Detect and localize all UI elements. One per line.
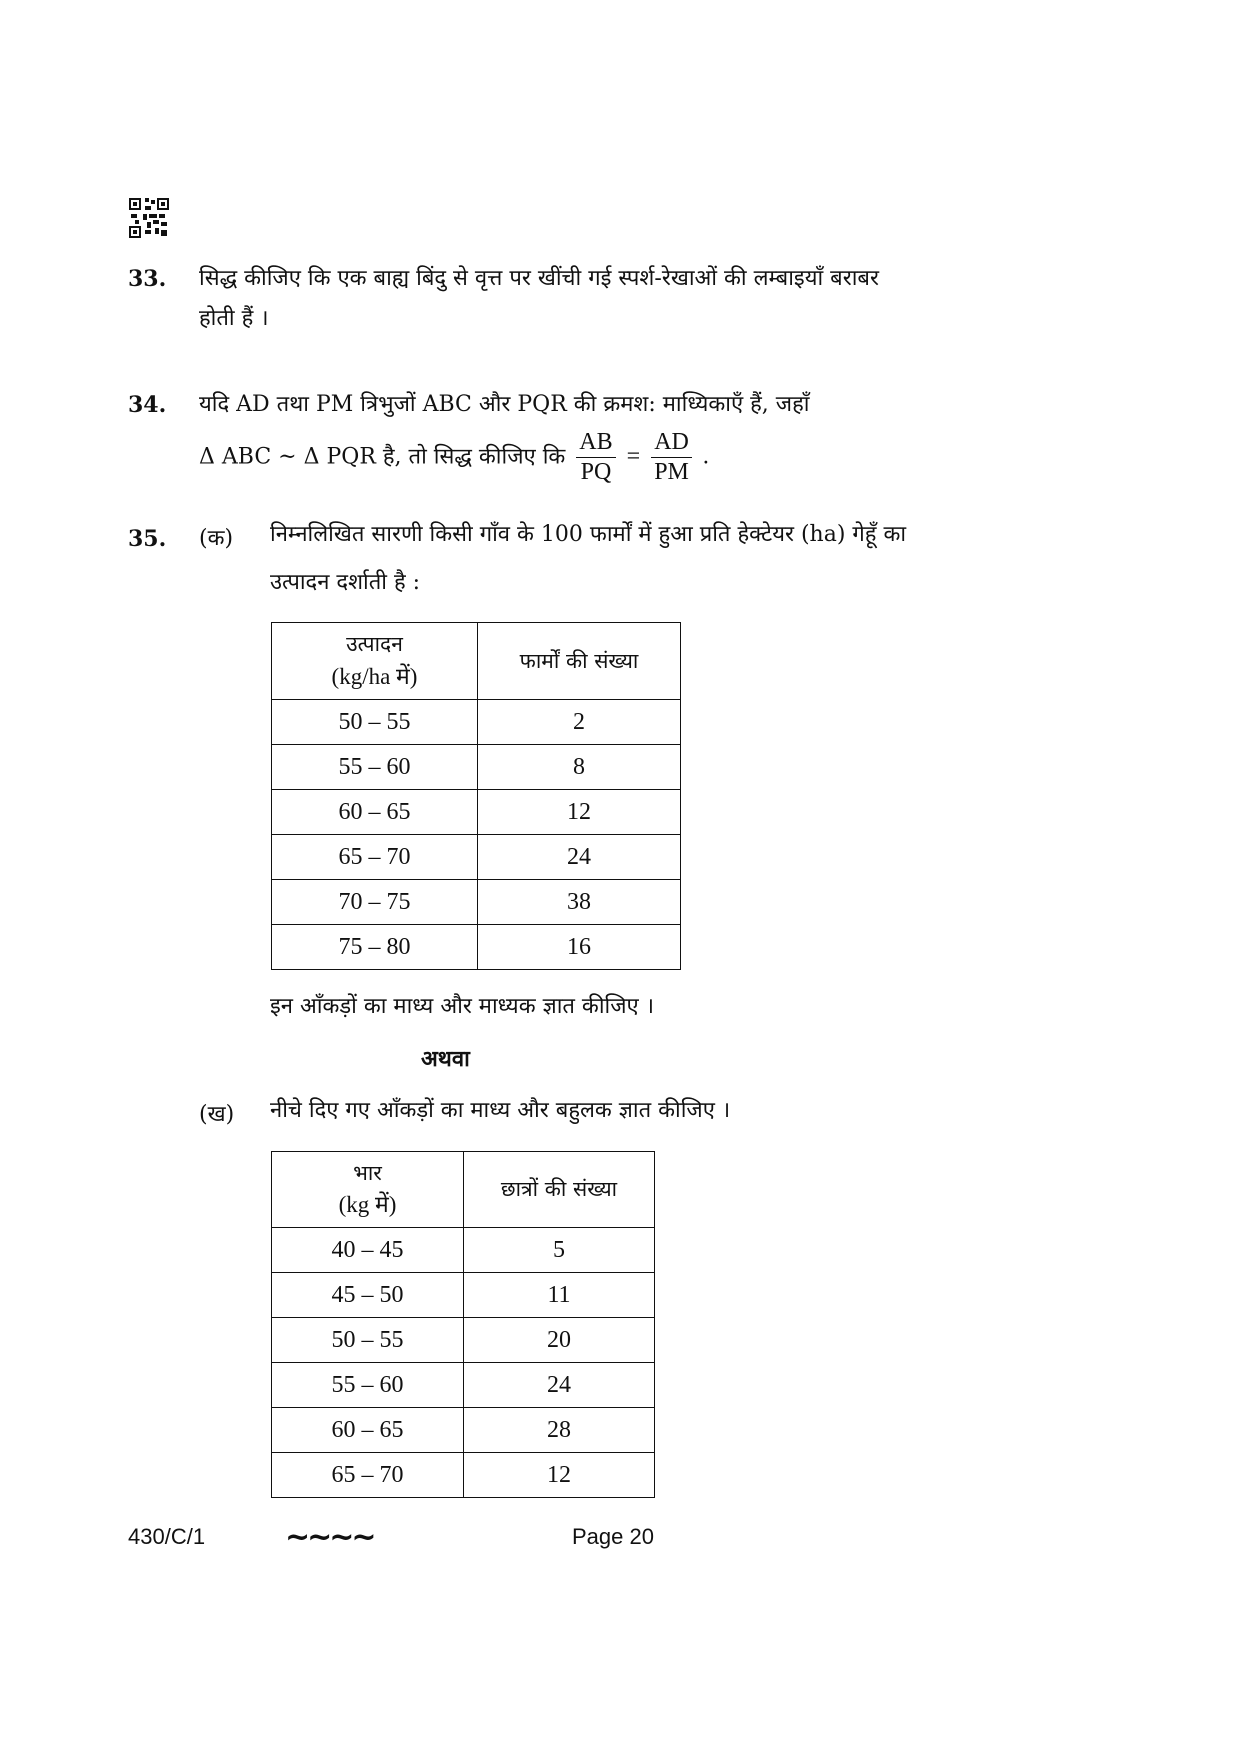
table-cell: 8 (478, 745, 681, 790)
table-cell: 50 – 55 (272, 700, 478, 745)
question-number-33: 33. (128, 266, 167, 292)
table-row (272, 1363, 655, 1408)
part-a-line-1: निम्नलिखित सारणी किसी गाँव के 100 फार्मों में हुआ प्रति हेक्टेयर (ha) गेहूँ का (270, 522, 907, 547)
header-production-line-1: उत्पादन (346, 632, 403, 657)
question-33-line-1: सिद्ध कीजिए कि एक बाह्य बिंदु से वृत्त पर खींची गई स्पर्श-रेखाओं की लम्बाइयाँ बराबर (199, 266, 879, 291)
header-production-line-2: (kg/ha में) (331, 663, 418, 689)
production-table (271, 622, 681, 970)
table-cell: 40 – 45 (272, 1228, 464, 1273)
part-a-line-2: उत्पादन दर्शाती है : (270, 570, 421, 595)
equals-sign: = (626, 443, 641, 470)
table-cell: 45 – 50 (272, 1273, 464, 1318)
table-row (272, 835, 681, 880)
table-row (272, 1453, 655, 1498)
footer-decoration: ~~~~ (285, 1520, 374, 1555)
table-cell: 12 (464, 1453, 655, 1498)
table-row (272, 925, 681, 970)
fraction-denominator: PM (654, 458, 689, 485)
qr-code-icon (129, 198, 169, 238)
paper-code: 430/C/1 (128, 1524, 206, 1549)
table-header-row (272, 1152, 655, 1228)
page-number: Page 20 (572, 1524, 654, 1549)
table-cell: 16 (478, 925, 681, 970)
table-row (272, 1408, 655, 1453)
header-student-count: छात्रों की संख्या (464, 1152, 655, 1228)
table-cell: 38 (478, 880, 681, 925)
or-separator: अथवा (421, 1046, 470, 1072)
header-farm-count: फार्मों की संख्या (478, 623, 681, 700)
table-cell: 60 – 65 (272, 790, 478, 835)
table-cell: 2 (478, 700, 681, 745)
table-cell: 24 (478, 835, 681, 880)
question-34-line-2-prefix: Δ ABC ~ Δ PQR है, तो सिद्ध कीजिए कि (199, 444, 566, 470)
table-cell: 11 (464, 1273, 655, 1318)
table-cell: 70 – 75 (272, 880, 478, 925)
fraction-ab-pq (576, 428, 615, 487)
fraction-numerator: AB (576, 428, 615, 458)
question-34-line-1: यदि AD तथा PM त्रिभुजों ABC और PQR की क्रमश: माध्यिकाएँ हैं, जहाँ (199, 392, 810, 417)
header-weight (272, 1152, 464, 1228)
table-cell: 60 – 65 (272, 1408, 464, 1453)
table-cell: 65 – 70 (272, 1453, 464, 1498)
table-row (272, 1228, 655, 1273)
table-cell: 28 (464, 1408, 655, 1453)
header-weight-line-2: (kg में) (338, 1192, 397, 1218)
header-production (272, 623, 478, 700)
table-cell: 5 (464, 1228, 655, 1273)
table-row (272, 700, 681, 745)
table-row (272, 745, 681, 790)
table-cell: 55 – 60 (272, 745, 478, 790)
table-cell: 65 – 70 (272, 835, 478, 880)
table-row (272, 1318, 655, 1363)
weight-table (271, 1151, 655, 1498)
question-33-line-2: होती हैं । (199, 306, 269, 332)
table-cell: 55 – 60 (272, 1363, 464, 1408)
table-row (272, 1273, 655, 1318)
fraction-numerator: AD (651, 428, 692, 458)
fraction-denominator: PQ (580, 458, 612, 485)
table-cell: 20 (464, 1318, 655, 1363)
header-weight-line-1: भार (353, 1160, 382, 1185)
question-number-34: 34. (128, 392, 167, 418)
table-row (272, 790, 681, 835)
part-b-line-1: नीचे दिए गए आँकड़ों का माध्य और बहुलक ज्ञात कीजिए । (270, 1098, 731, 1123)
period: . (702, 443, 709, 470)
fraction-ad-pm (651, 428, 692, 487)
question-number-35: 35. (128, 526, 167, 552)
part-a-instruction: इन आँकड़ों का माध्य और माध्यक ज्ञात कीजिए । (270, 994, 655, 1019)
table-row (272, 880, 681, 925)
table-cell: 24 (464, 1363, 655, 1408)
table-header-row (272, 623, 681, 700)
part-a-label: (क) (199, 526, 234, 551)
table-cell: 50 – 55 (272, 1318, 464, 1363)
question-33-text (199, 262, 1049, 336)
part-b-label: (ख) (199, 1102, 235, 1127)
table-cell: 12 (478, 790, 681, 835)
question-34-line-2 (199, 428, 709, 487)
table-cell: 75 – 80 (272, 925, 478, 970)
